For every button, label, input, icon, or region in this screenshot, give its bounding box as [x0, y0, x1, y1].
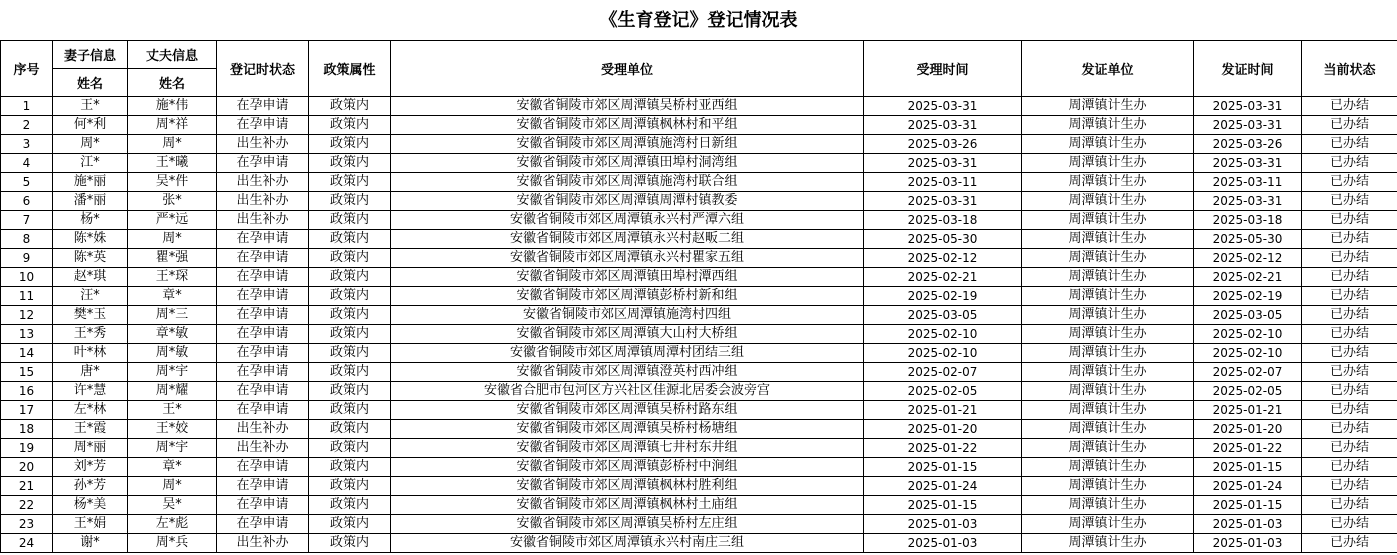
cell-issuer: 周潭镇计生办 — [1022, 496, 1194, 515]
cell-issuer: 周潭镇计生办 — [1022, 363, 1194, 382]
cell-accept-time: 2025-02-10 — [864, 325, 1022, 344]
cell-accept-time: 2025-01-03 — [864, 515, 1022, 534]
cell-wife-name: 王*娟 — [53, 515, 128, 534]
table-row — [1, 458, 1397, 477]
cell-policy: 政策内 — [309, 515, 391, 534]
cell-husband-name: 周*三 — [128, 306, 217, 325]
cell-issue-time: 2025-03-11 — [1194, 173, 1302, 192]
cell-issuer: 周潭镇计生办 — [1022, 306, 1194, 325]
cell-issuer: 周潭镇计生办 — [1022, 477, 1194, 496]
cell-issue-time: 2025-02-21 — [1194, 268, 1302, 287]
cell-seq: 2 — [1, 116, 53, 135]
cell-accept-time: 2025-02-05 — [864, 382, 1022, 401]
cell-husband-name: 周* — [128, 135, 217, 154]
cell-current-status: 已办结 — [1302, 458, 1397, 477]
cell-unit: 安徽省铜陵市郊区周潭镇彭桥村中涧组 — [391, 458, 864, 477]
cell-husband-name: 章*敏 — [128, 325, 217, 344]
cell-status: 在孕申请 — [217, 230, 309, 249]
cell-status: 在孕申请 — [217, 249, 309, 268]
cell-seq: 6 — [1, 192, 53, 211]
cell-wife-name: 樊*玉 — [53, 306, 128, 325]
page-title: 《生育登记》登记情况表 — [599, 10, 798, 31]
cell-issue-time: 2025-01-20 — [1194, 420, 1302, 439]
cell-issue-time: 2025-02-05 — [1194, 382, 1302, 401]
cell-husband-name: 章* — [128, 287, 217, 306]
cell-policy: 政策内 — [309, 249, 391, 268]
cell-accept-time: 2025-02-12 — [864, 249, 1022, 268]
cell-husband-name: 章* — [128, 458, 217, 477]
cell-issue-time: 2025-03-26 — [1194, 135, 1302, 154]
cell-wife-name: 许*慧 — [53, 382, 128, 401]
cell-husband-name: 严*远 — [128, 211, 217, 230]
cell-status: 在孕申请 — [217, 287, 309, 306]
cell-wife-name: 孙*芳 — [53, 477, 128, 496]
cell-accept-time: 2025-01-20 — [864, 420, 1022, 439]
cell-issue-time: 2025-03-31 — [1194, 192, 1302, 211]
cell-policy: 政策内 — [309, 325, 391, 344]
cell-seq: 7 — [1, 211, 53, 230]
cell-issuer: 周潭镇计生办 — [1022, 439, 1194, 458]
cell-policy: 政策内 — [309, 97, 391, 116]
cell-issue-time: 2025-02-10 — [1194, 344, 1302, 363]
header-issuer: 发证单位 — [1022, 41, 1194, 97]
cell-unit: 安徽省铜陵市郊区周潭镇枫林村胜利组 — [391, 477, 864, 496]
header-husband-info: 丈夫信息 — [128, 41, 217, 69]
cell-accept-time: 2025-01-24 — [864, 477, 1022, 496]
cell-status: 出生补办 — [217, 211, 309, 230]
cell-status: 出生补办 — [217, 135, 309, 154]
header-accept-time: 受理时间 — [864, 41, 1022, 97]
cell-seq: 8 — [1, 230, 53, 249]
table-row — [1, 534, 1397, 553]
cell-accept-time: 2025-01-22 — [864, 439, 1022, 458]
cell-accept-time: 2025-02-10 — [864, 344, 1022, 363]
table-row — [1, 363, 1397, 382]
cell-policy: 政策内 — [309, 116, 391, 135]
table-row — [1, 135, 1397, 154]
cell-accept-time: 2025-03-31 — [864, 97, 1022, 116]
cell-current-status: 已办结 — [1302, 363, 1397, 382]
cell-unit: 安徽省铜陵市郊区周潭镇施湾村四组 — [391, 306, 864, 325]
cell-unit: 安徽省铜陵市郊区周潭镇吴桥村杨塘组 — [391, 420, 864, 439]
cell-current-status: 已办结 — [1302, 477, 1397, 496]
cell-husband-name: 周*耀 — [128, 382, 217, 401]
cell-policy: 政策内 — [309, 534, 391, 553]
header-issue-time: 发证时间 — [1194, 41, 1302, 97]
cell-issue-time: 2025-01-03 — [1194, 534, 1302, 553]
cell-policy: 政策内 — [309, 477, 391, 496]
cell-issuer: 周潭镇计生办 — [1022, 249, 1194, 268]
cell-status: 在孕申请 — [217, 306, 309, 325]
cell-issuer: 周潭镇计生办 — [1022, 382, 1194, 401]
cell-unit: 安徽省铜陵市郊区周潭镇永兴村瞿家五组 — [391, 249, 864, 268]
cell-accept-time: 2025-03-31 — [864, 116, 1022, 135]
cell-status: 在孕申请 — [217, 116, 309, 135]
cell-wife-name: 杨* — [53, 211, 128, 230]
cell-accept-time: 2025-01-21 — [864, 401, 1022, 420]
cell-unit: 安徽省铜陵市郊区周潭镇大山村大桥组 — [391, 325, 864, 344]
cell-unit: 安徽省铜陵市郊区周潭镇吴桥村亚西组 — [391, 97, 864, 116]
cell-seq: 12 — [1, 306, 53, 325]
table-row — [1, 401, 1397, 420]
cell-issue-time: 2025-01-24 — [1194, 477, 1302, 496]
cell-unit: 安徽省铜陵市郊区周潭镇永兴村赵畈二组 — [391, 230, 864, 249]
cell-wife-name: 周* — [53, 135, 128, 154]
cell-wife-name: 谢* — [53, 534, 128, 553]
cell-seq: 22 — [1, 496, 53, 515]
cell-accept-time: 2025-02-19 — [864, 287, 1022, 306]
cell-husband-name: 周* — [128, 477, 217, 496]
table-row — [1, 439, 1397, 458]
cell-husband-name: 张* — [128, 192, 217, 211]
cell-seq: 21 — [1, 477, 53, 496]
cell-issuer: 周潭镇计生办 — [1022, 135, 1194, 154]
table-row — [1, 211, 1397, 230]
cell-wife-name: 江* — [53, 154, 128, 173]
cell-seq: 11 — [1, 287, 53, 306]
table-row — [1, 306, 1397, 325]
cell-policy: 政策内 — [309, 401, 391, 420]
cell-issuer: 周潭镇计生办 — [1022, 211, 1194, 230]
cell-policy: 政策内 — [309, 135, 391, 154]
cell-current-status: 已办结 — [1302, 420, 1397, 439]
cell-husband-name: 瞿*强 — [128, 249, 217, 268]
cell-unit: 安徽省铜陵市郊区周潭镇田埠村潭西组 — [391, 268, 864, 287]
cell-policy: 政策内 — [309, 382, 391, 401]
cell-policy: 政策内 — [309, 439, 391, 458]
cell-status: 在孕申请 — [217, 344, 309, 363]
table-row — [1, 420, 1397, 439]
cell-status: 在孕申请 — [217, 154, 309, 173]
cell-wife-name: 刘*芳 — [53, 458, 128, 477]
cell-issuer: 周潭镇计生办 — [1022, 344, 1194, 363]
cell-seq: 16 — [1, 382, 53, 401]
cell-unit: 安徽省铜陵市郊区周潭镇施湾村联合组 — [391, 173, 864, 192]
cell-accept-time: 2025-02-07 — [864, 363, 1022, 382]
cell-issue-time: 2025-02-19 — [1194, 287, 1302, 306]
cell-husband-name: 吴*件 — [128, 173, 217, 192]
header-policy: 政策属性 — [309, 41, 391, 97]
cell-seq: 23 — [1, 515, 53, 534]
cell-current-status: 已办结 — [1302, 211, 1397, 230]
cell-current-status: 已办结 — [1302, 382, 1397, 401]
cell-current-status: 已办结 — [1302, 287, 1397, 306]
header-wife-name: 姓名 — [53, 69, 128, 97]
table-row — [1, 382, 1397, 401]
table-row — [1, 192, 1397, 211]
cell-seq: 3 — [1, 135, 53, 154]
table-row — [1, 325, 1397, 344]
cell-husband-name: 吴* — [128, 496, 217, 515]
cell-seq: 1 — [1, 97, 53, 116]
cell-issue-time: 2025-02-12 — [1194, 249, 1302, 268]
cell-issue-time: 2025-01-21 — [1194, 401, 1302, 420]
cell-current-status: 已办结 — [1302, 116, 1397, 135]
cell-current-status: 已办结 — [1302, 325, 1397, 344]
cell-current-status: 已办结 — [1302, 173, 1397, 192]
cell-unit: 安徽省铜陵市郊区周潭镇彭桥村新和组 — [391, 287, 864, 306]
table-row — [1, 287, 1397, 306]
table-row — [1, 154, 1397, 173]
table-row — [1, 116, 1397, 135]
cell-seq: 14 — [1, 344, 53, 363]
cell-wife-name: 何*利 — [53, 116, 128, 135]
table-row — [1, 97, 1397, 116]
cell-status: 在孕申请 — [217, 458, 309, 477]
cell-husband-name: 周*兵 — [128, 534, 217, 553]
cell-husband-name: 左*彪 — [128, 515, 217, 534]
table-row — [1, 344, 1397, 363]
cell-current-status: 已办结 — [1302, 439, 1397, 458]
cell-status: 在孕申请 — [217, 268, 309, 287]
cell-issuer: 周潭镇计生办 — [1022, 97, 1194, 116]
cell-policy: 政策内 — [309, 287, 391, 306]
cell-accept-time: 2025-05-30 — [864, 230, 1022, 249]
cell-issuer: 周潭镇计生办 — [1022, 154, 1194, 173]
cell-unit: 安徽省铜陵市郊区周潭镇枫林村土庙组 — [391, 496, 864, 515]
table-row — [1, 515, 1397, 534]
table-header — [1, 41, 1397, 97]
cell-current-status: 已办结 — [1302, 306, 1397, 325]
cell-policy: 政策内 — [309, 173, 391, 192]
cell-issue-time: 2025-01-15 — [1194, 496, 1302, 515]
cell-husband-name: 周*宇 — [128, 363, 217, 382]
cell-wife-name: 唐* — [53, 363, 128, 382]
cell-current-status: 已办结 — [1302, 344, 1397, 363]
cell-wife-name: 周*丽 — [53, 439, 128, 458]
cell-issuer: 周潭镇计生办 — [1022, 192, 1194, 211]
cell-seq: 24 — [1, 534, 53, 553]
cell-issue-time: 2025-02-07 — [1194, 363, 1302, 382]
cell-accept-time: 2025-01-15 — [864, 496, 1022, 515]
cell-issuer: 周潭镇计生办 — [1022, 325, 1194, 344]
table-row — [1, 496, 1397, 515]
cell-status: 在孕申请 — [217, 363, 309, 382]
cell-unit: 安徽省铜陵市郊区周潭镇周潭村镇教委 — [391, 192, 864, 211]
table-row — [1, 477, 1397, 496]
cell-policy: 政策内 — [309, 154, 391, 173]
cell-issuer: 周潭镇计生办 — [1022, 230, 1194, 249]
cell-current-status: 已办结 — [1302, 496, 1397, 515]
cell-unit: 安徽省铜陵市郊区周潭镇七井村东井组 — [391, 439, 864, 458]
cell-issue-time: 2025-03-05 — [1194, 306, 1302, 325]
cell-husband-name: 王*姣 — [128, 420, 217, 439]
cell-issuer: 周潭镇计生办 — [1022, 287, 1194, 306]
cell-husband-name: 王* — [128, 401, 217, 420]
cell-wife-name: 施*丽 — [53, 173, 128, 192]
cell-current-status: 已办结 — [1302, 515, 1397, 534]
cell-wife-name: 王*霞 — [53, 420, 128, 439]
cell-accept-time: 2025-01-03 — [864, 534, 1022, 553]
cell-issuer: 周潭镇计生办 — [1022, 116, 1194, 135]
cell-accept-time: 2025-01-15 — [864, 458, 1022, 477]
cell-status: 在孕申请 — [217, 97, 309, 116]
cell-current-status: 已办结 — [1302, 192, 1397, 211]
cell-seq: 15 — [1, 363, 53, 382]
cell-wife-name: 左*林 — [53, 401, 128, 420]
cell-current-status: 已办结 — [1302, 268, 1397, 287]
cell-unit: 安徽省合肥市包河区方兴社区佳源北居委会波旁宫 — [391, 382, 864, 401]
cell-seq: 18 — [1, 420, 53, 439]
table-row — [1, 173, 1397, 192]
cell-status: 出生补办 — [217, 173, 309, 192]
cell-accept-time: 2025-02-21 — [864, 268, 1022, 287]
cell-policy: 政策内 — [309, 344, 391, 363]
cell-accept-time: 2025-03-31 — [864, 192, 1022, 211]
cell-policy: 政策内 — [309, 230, 391, 249]
cell-unit: 安徽省铜陵市郊区周潭镇周潭村团结三组 — [391, 344, 864, 363]
cell-wife-name: 王* — [53, 97, 128, 116]
cell-unit: 安徽省铜陵市郊区周潭镇吴桥村路东组 — [391, 401, 864, 420]
cell-unit: 安徽省铜陵市郊区周潭镇永兴村南庄三组 — [391, 534, 864, 553]
cell-status: 出生补办 — [217, 439, 309, 458]
cell-status: 在孕申请 — [217, 496, 309, 515]
cell-issue-time: 2025-03-31 — [1194, 154, 1302, 173]
cell-issue-time: 2025-03-31 — [1194, 116, 1302, 135]
cell-unit: 安徽省铜陵市郊区周潭镇永兴村严潭六组 — [391, 211, 864, 230]
cell-status: 出生补办 — [217, 420, 309, 439]
cell-wife-name: 杨*美 — [53, 496, 128, 515]
cell-policy: 政策内 — [309, 192, 391, 211]
cell-husband-name: 周*祥 — [128, 116, 217, 135]
cell-accept-time: 2025-03-18 — [864, 211, 1022, 230]
cell-issuer: 周潭镇计生办 — [1022, 515, 1194, 534]
cell-husband-name: 王*曦 — [128, 154, 217, 173]
cell-wife-name: 王*秀 — [53, 325, 128, 344]
cell-issue-time: 2025-01-03 — [1194, 515, 1302, 534]
cell-status: 在孕申请 — [217, 477, 309, 496]
cell-husband-name: 周*敏 — [128, 344, 217, 363]
cell-issuer: 周潭镇计生办 — [1022, 268, 1194, 287]
cell-policy: 政策内 — [309, 496, 391, 515]
cell-issuer: 周潭镇计生办 — [1022, 173, 1194, 192]
cell-seq: 4 — [1, 154, 53, 173]
cell-status: 出生补办 — [217, 192, 309, 211]
cell-seq: 13 — [1, 325, 53, 344]
cell-husband-name: 施*伟 — [128, 97, 217, 116]
cell-issue-time: 2025-03-31 — [1194, 97, 1302, 116]
cell-husband-name: 王*琛 — [128, 268, 217, 287]
cell-unit: 安徽省铜陵市郊区周潭镇吴桥村左庄组 — [391, 515, 864, 534]
cell-policy: 政策内 — [309, 458, 391, 477]
registration-table — [0, 40, 1397, 553]
header-husband-name: 姓名 — [128, 69, 217, 97]
cell-current-status: 已办结 — [1302, 401, 1397, 420]
cell-issuer: 周潭镇计生办 — [1022, 420, 1194, 439]
cell-policy: 政策内 — [309, 363, 391, 382]
table-row — [1, 230, 1397, 249]
header-seq: 序号 — [1, 41, 53, 97]
cell-policy: 政策内 — [309, 211, 391, 230]
header-unit: 受理单位 — [391, 41, 864, 97]
cell-current-status: 已办结 — [1302, 154, 1397, 173]
cell-accept-time: 2025-03-05 — [864, 306, 1022, 325]
cell-accept-time: 2025-03-11 — [864, 173, 1022, 192]
cell-seq: 5 — [1, 173, 53, 192]
cell-current-status: 已办结 — [1302, 249, 1397, 268]
cell-issue-time: 2025-02-10 — [1194, 325, 1302, 344]
cell-current-status: 已办结 — [1302, 534, 1397, 553]
header-status: 登记时状态 — [217, 41, 309, 97]
cell-issuer: 周潭镇计生办 — [1022, 534, 1194, 553]
cell-issue-time: 2025-03-18 — [1194, 211, 1302, 230]
table-body — [1, 97, 1397, 553]
table-row — [1, 268, 1397, 287]
cell-accept-time: 2025-03-26 — [864, 135, 1022, 154]
cell-issuer: 周潭镇计生办 — [1022, 458, 1194, 477]
cell-status: 在孕申请 — [217, 382, 309, 401]
cell-status: 出生补办 — [217, 534, 309, 553]
cell-husband-name: 周*宇 — [128, 439, 217, 458]
cell-status: 在孕申请 — [217, 515, 309, 534]
cell-seq: 20 — [1, 458, 53, 477]
cell-wife-name: 潘*丽 — [53, 192, 128, 211]
cell-policy: 政策内 — [309, 420, 391, 439]
cell-seq: 17 — [1, 401, 53, 420]
cell-seq: 10 — [1, 268, 53, 287]
cell-wife-name: 汪* — [53, 287, 128, 306]
header-current-status: 当前状态 — [1302, 41, 1397, 97]
cell-wife-name: 陈*英 — [53, 249, 128, 268]
table-row — [1, 249, 1397, 268]
cell-seq: 19 — [1, 439, 53, 458]
cell-unit: 安徽省铜陵市郊区周潭镇施湾村日新组 — [391, 135, 864, 154]
cell-issuer: 周潭镇计生办 — [1022, 401, 1194, 420]
cell-policy: 政策内 — [309, 268, 391, 287]
cell-unit: 安徽省铜陵市郊区周潭镇田埠村洞湾组 — [391, 154, 864, 173]
cell-wife-name: 赵*琪 — [53, 268, 128, 287]
cell-current-status: 已办结 — [1302, 97, 1397, 116]
cell-unit: 安徽省铜陵市郊区周潭镇枫林村和平组 — [391, 116, 864, 135]
cell-policy: 政策内 — [309, 306, 391, 325]
cell-status: 在孕申请 — [217, 401, 309, 420]
cell-current-status: 已办结 — [1302, 230, 1397, 249]
cell-issue-time: 2025-01-15 — [1194, 458, 1302, 477]
cell-wife-name: 陈*姝 — [53, 230, 128, 249]
cell-issue-time: 2025-01-22 — [1194, 439, 1302, 458]
cell-issue-time: 2025-05-30 — [1194, 230, 1302, 249]
header-wife-info: 妻子信息 — [53, 41, 128, 69]
cell-accept-time: 2025-03-31 — [864, 154, 1022, 173]
cell-current-status: 已办结 — [1302, 135, 1397, 154]
cell-status: 在孕申请 — [217, 325, 309, 344]
cell-unit: 安徽省铜陵市郊区周潭镇澄英村西冲组 — [391, 363, 864, 382]
cell-seq: 9 — [1, 249, 53, 268]
cell-husband-name: 周* — [128, 230, 217, 249]
cell-wife-name: 叶*林 — [53, 344, 128, 363]
